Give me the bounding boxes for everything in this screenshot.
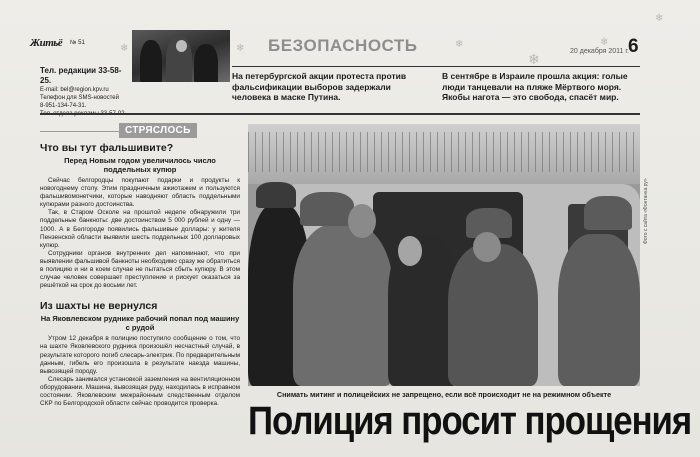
section-divider <box>40 113 640 115</box>
rubric-label: СТРЯСЛОСЬ <box>119 123 197 138</box>
page-number: 6 <box>628 36 639 57</box>
article-title: Из шахты не вернулся <box>40 300 158 313</box>
newspaper-logo: Житьё <box>30 37 63 49</box>
editorial-contacts <box>40 66 132 118</box>
article-title: Что вы тут фальшивите? <box>40 142 174 154</box>
article-paragraph: Сотрудники органов внутренних дел напоминают, что при выявлении фальшивой банкноты необходимо сразу же обратиться в полицию и ни в коем случае не пытаться сбыть купюру. В этом случае человек совершает преступление и рискует оказаться за решёткой на срок до восьми лет. <box>40 249 240 290</box>
article-paragraph: Так, в Старом Осколе на прошлой неделе обнаружили три поддельные банкноты: две достоинством 5 000 рублей и одну — 1000. А в Белгороде появились фальшивые доллары: у жителя Пензенской области выявили шесть поддельных 100 долларовых купюр. <box>40 209 240 249</box>
teaser-bar <box>232 66 640 106</box>
teaser-left: На петербургской акции протеста против фальсификации выборов задержали человека в маске Путина. <box>232 71 407 102</box>
rubric-divider <box>40 131 119 132</box>
editorial-phone: Тел. редакции 33-58-25. <box>40 66 122 85</box>
issue-number: № 51 <box>70 40 85 46</box>
sms-phone: 8-951-134-74-31. <box>40 103 87 109</box>
sms-label: Телефон для SMS-новостей <box>40 95 119 101</box>
teaser-right: В сентябре в Израиле прошла акция: голые люди танцевали на пляже Мёртвого моря. Якобы нагота — это свобода, спасёт мир. <box>442 71 628 102</box>
snowflake-icon: ❄ <box>655 13 664 24</box>
photo-caption: Снимать митинг и полицейских не запрещено, если всё происходит не на режимном объекте <box>276 390 612 399</box>
police-rally-photo <box>248 124 640 386</box>
article-paragraph: Утром 12 декабря в полицию поступило сообщение о том, что на шахте Яковлевского рудника произошёл несчастный случай, в результате которого погиб слесарь-электрик. По предварительным данным, гибель его произошла в результате наезда машины, вывозящей породу. <box>40 335 240 375</box>
article-paragraph: Слесарь занимался установкой заземления на вентиляционном оборудовании. Машина, вывозящая руду, находилась в исправном состоянии. Яковлевским межрайонным следственным отделом СКР по Белгородской области сейчас проводится проверка. <box>40 375 240 408</box>
section-title: БЕЗОПАСНОСТЬ <box>268 36 418 55</box>
photo-credit: Фото с сайта «Фонтанка.ру» <box>643 178 649 244</box>
snowflake-icon: ❄ <box>528 51 540 67</box>
protest-photo-icon <box>132 30 230 82</box>
issue-date: 20 декабря 2011 г. <box>570 48 630 55</box>
snowflake-icon: ❄ <box>236 43 245 54</box>
article-mine-accident <box>40 300 240 408</box>
snowflake-icon: ❄ <box>455 39 464 50</box>
news-column <box>40 120 240 408</box>
snowflake-icon: ❄ <box>120 43 129 54</box>
article-subtitle: На Яковлевском руднике рабочий попал под машину с рудой <box>40 314 240 333</box>
article-counterfeit <box>40 142 240 290</box>
main-headline: Полиция просит прощения <box>248 399 692 443</box>
article-subtitle: Перед Новым годом увеличилось число поддельных купюр <box>64 156 216 174</box>
editorial-email: E-mail: bel@region.kpv.ru <box>40 87 109 93</box>
snowflake-icon: ❄ <box>600 37 609 48</box>
article-paragraph: Сейчас белгородцы покупают подарки и продукты к новогоднему столу. Этим праздничным ажиотажем и пользуются фальшивомонетчики, которые наводняют область поддельными купюрами разного достоинства. <box>40 177 240 209</box>
